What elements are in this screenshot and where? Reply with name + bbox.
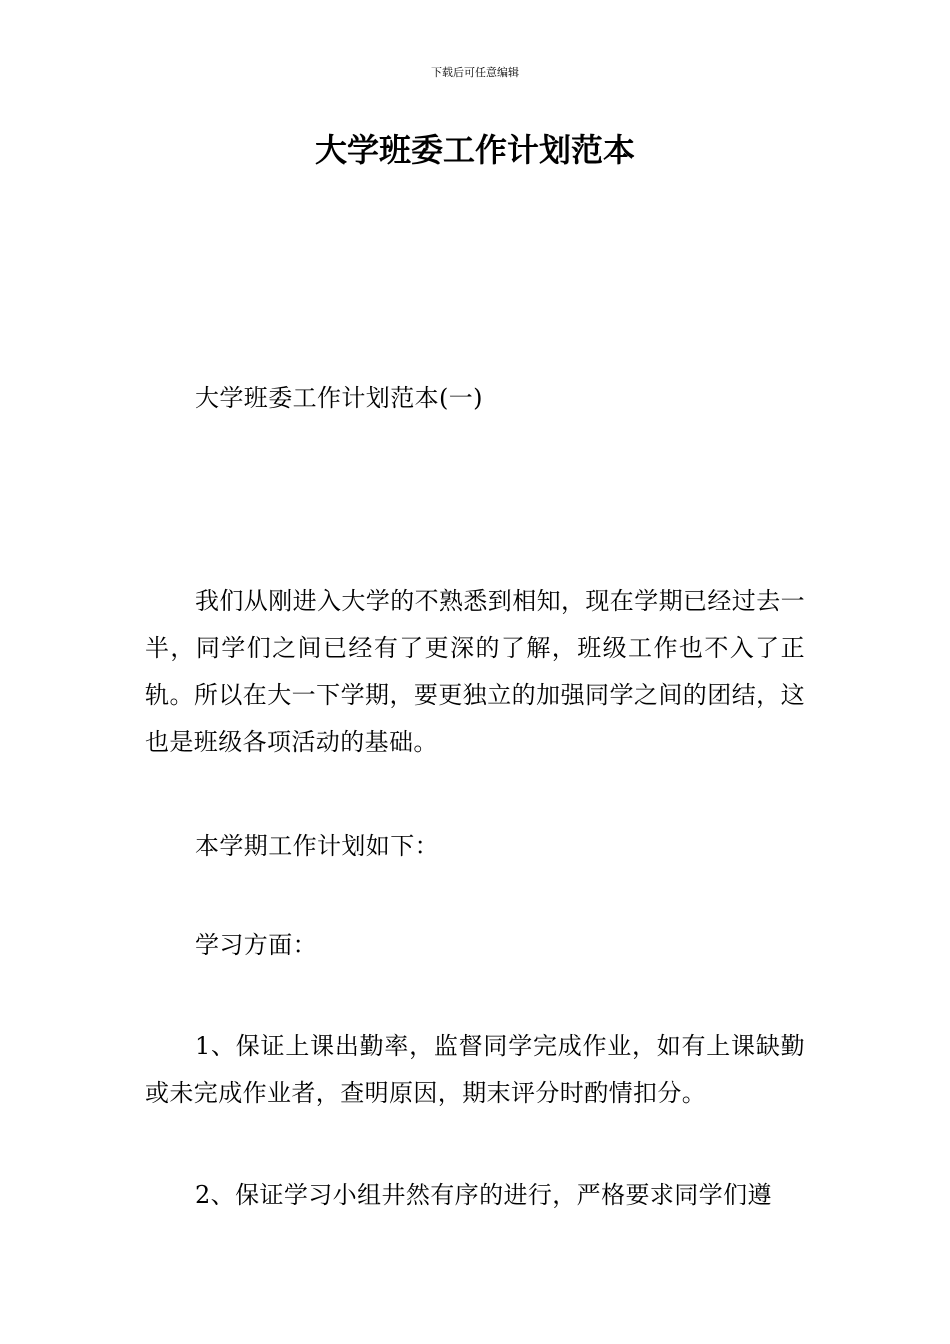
document-title: 大学班委工作计划范本 xyxy=(314,131,635,169)
paragraph-study-heading: 学习方面： xyxy=(195,931,317,959)
paragraph-item-1: 1、保证上课出勤率，监督同学完成作业，如有上课缺勤或未完成作业者，查明原因，期末评分时酌情扣分。 xyxy=(145,1032,805,1107)
header-note: 下载后可任意编辑 xyxy=(431,66,519,79)
paragraph-plan: 本学期工作计划如下： xyxy=(195,832,439,860)
paragraph-intro: 我们从刚进入大学的不熟悉到相知，现在学期已经过去一半，同学们之间已经有了更深的了解，班级工作也不入了正轨。所以在大一下学期，要更独立的加强同学之间的团结，这也是班级各项活动的基础。 xyxy=(145,587,805,756)
section-heading: 大学班委工作计划范本(一) xyxy=(195,384,483,412)
paragraph-item-2: 2、保证学习小组井然有序的进行，严格要求同学们遵 xyxy=(195,1181,772,1209)
